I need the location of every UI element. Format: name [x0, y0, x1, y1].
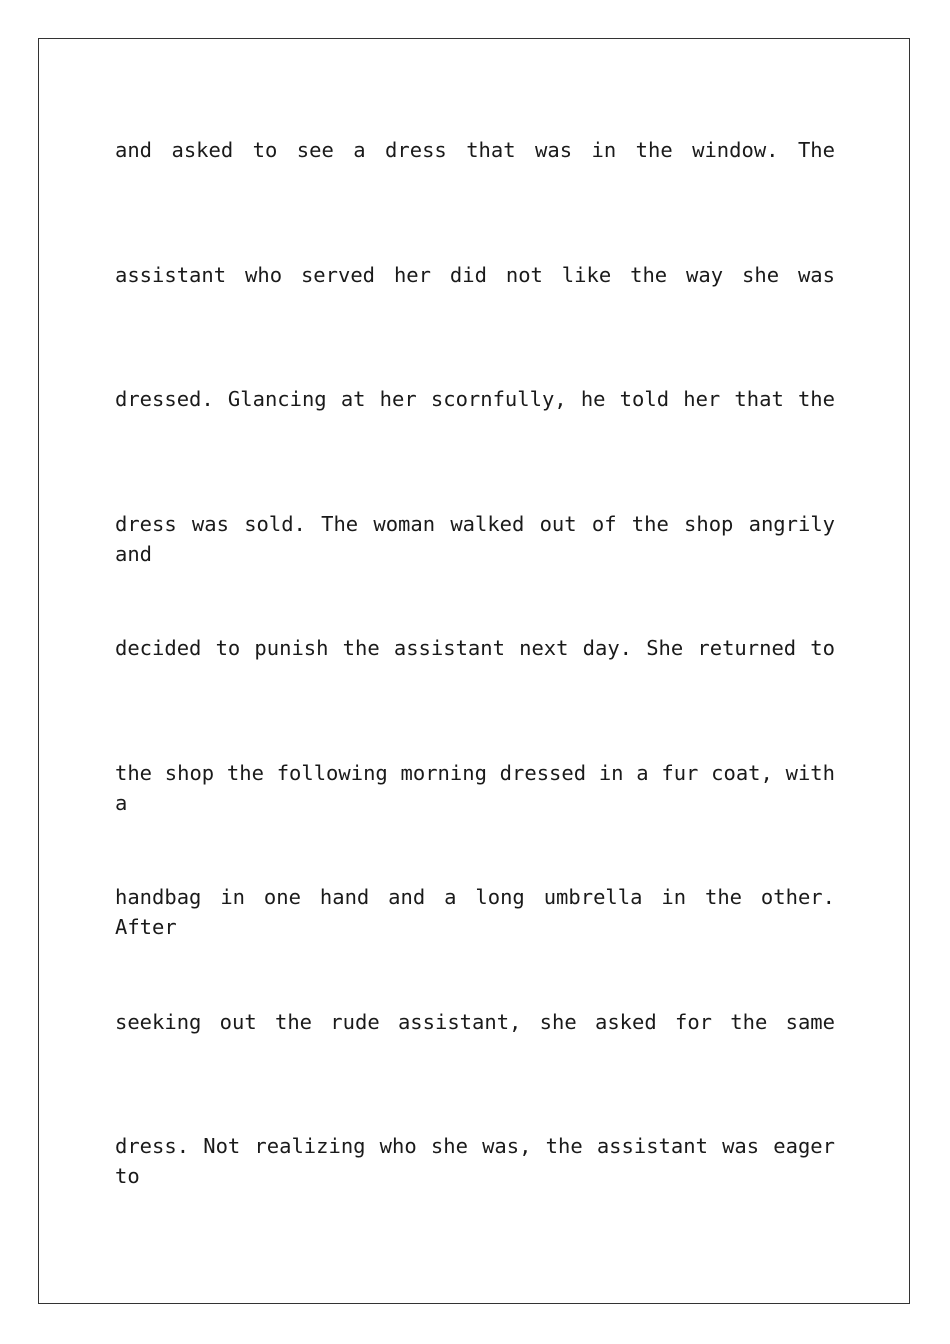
text-line-7: handbag in one hand and a long umbrella in the other. After	[115, 885, 835, 939]
document-body	[115, 135, 835, 1256]
text-line-2: assistant who served her did not like the way she was	[115, 262, 835, 287]
text-line-4: dress was sold. The woman walked out of the shop angrily and	[115, 511, 835, 566]
text-line-1: and asked to see a dress that was in the window. The	[115, 138, 835, 162]
text-line-9: dress. Not realizing who she was, the assistant was eager to	[115, 1134, 835, 1188]
text-line-5: decided to punish the assistant next day. She returned to	[115, 636, 835, 660]
text-line-8: seeking out the rude assistant, she asked for the same	[115, 1009, 835, 1034]
text-line-3: dressed. Glancing at her scornfully, he told her that the	[115, 387, 835, 411]
text-line-6: the shop the following morning dressed in a fur coat, with a	[115, 760, 835, 815]
